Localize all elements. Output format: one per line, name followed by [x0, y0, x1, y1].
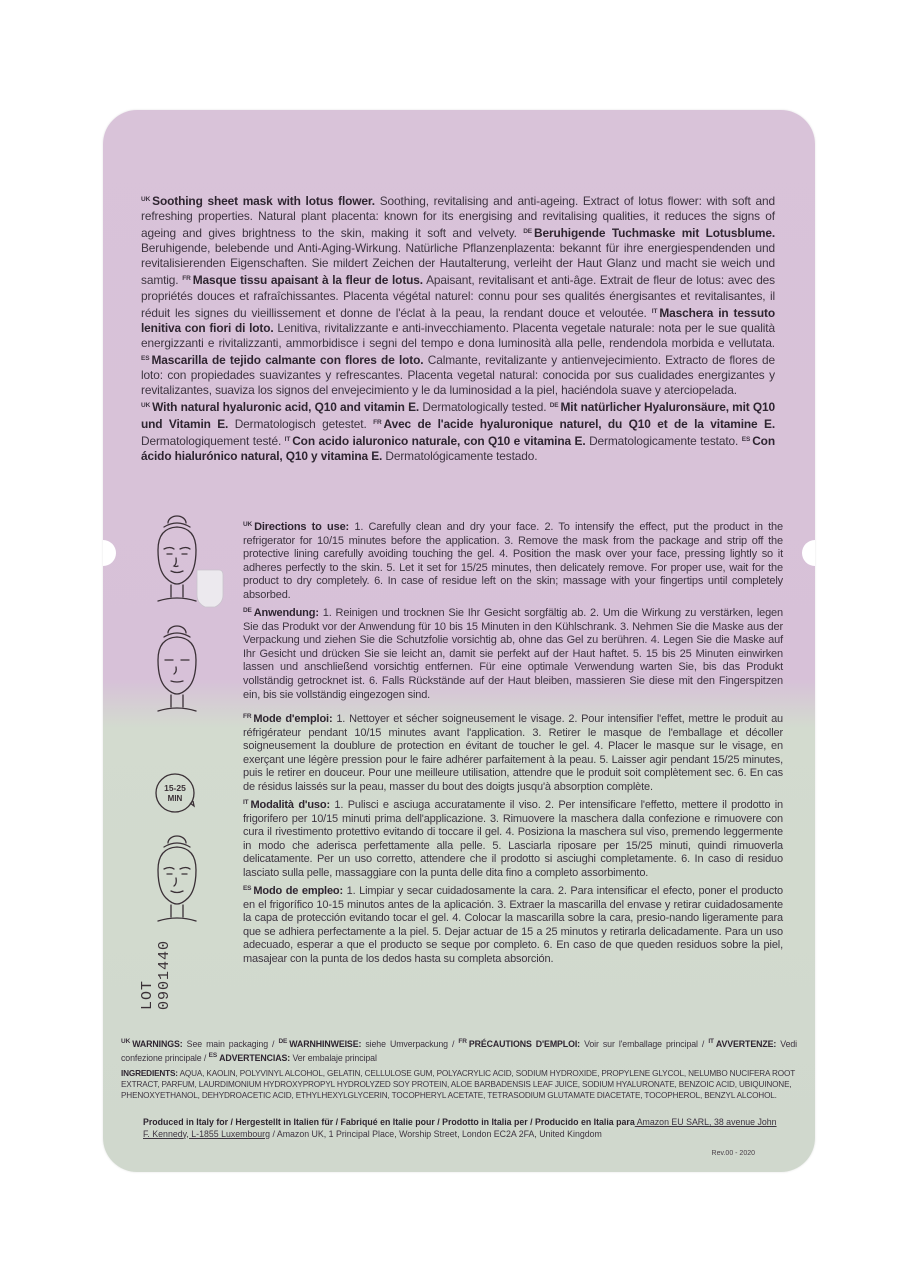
face-clean-icon: [158, 516, 196, 601]
face-apply-icon: [158, 626, 196, 711]
warning-text-it: Vedi confezione principale /: [121, 1039, 798, 1063]
claim-text-es: Dermatológicamente testado.: [382, 449, 538, 464]
text-it: Lenitiva, rivitalizzante e anti-invecchiamento. Placenta vegetale naturale: nota per le sue qualità energizzanti e rivitalizzanti, ammorbidisce i segni del tempo e dona luminosità alla pelle, rendendola morbida e vellutata.: [141, 320, 775, 350]
directions-uk: [243, 518, 783, 603]
ingredients-list: [121, 1068, 797, 1101]
claim-it: Con acido ialuronico naturale, con Q10 e vitamina E.: [292, 434, 586, 449]
text-uk: Soothing, revitalising and anti-ageing. Extract of lotus flower: with soft and refreshing properties. Natural plant placenta: known for its energising and revitalising qualities, it reduces the signs of ageing and gives brightness to the skin, making it soft and velvety.: [141, 194, 775, 241]
warning-title-uk: WARNINGS:: [132, 1039, 183, 1049]
warning-text-es: Ver embalaje principal: [290, 1053, 377, 1063]
claim-text-it: Dermatologicamente testato.: [585, 434, 739, 449]
directions-es: [243, 882, 783, 967]
directions-title-fr: Mode d'emploi:: [253, 713, 333, 725]
warning-title-fr: PRÉCAUTIONS D'EMPLOI:: [468, 1039, 581, 1049]
directions-text-es: 1. Limpiar y secar cuidadosamente la cara. 2. Para intensificar el efecto, poner el producto en el frigorífico 10-15 minutos antes de la aplicación. 3. Extraer la mascarilla del envase y retirar cuidadosamente la capa de protección evitando tocar el gel. 4. Colocar la mascarilla sobre la cara, presio-nando ligeramente para que se adhiera perfectamente a la piel. 5. Dejar actuar de 15 a 25 minutos y retirarla delicadamente. Para un uso adecuado, esperar a que el producto se seque por completo. 6. En caso de que queden residuos sobre la piel, masajear con la punta de los dedos hasta su completa absorción.: [243, 885, 784, 965]
timer-unit: MIN: [167, 794, 183, 803]
lang-tag-es: ES: [741, 436, 751, 444]
uk-address: / Amazon UK, 1 Principal Place, Worship Street, London EC2A 2FA, United Kingdom: [270, 1128, 602, 1139]
title-de: Beruhigende Tuchmaske mit Lotusblume.: [534, 226, 776, 241]
lang-tag-fr: FR: [458, 1038, 467, 1045]
directions-text-it: 1. Pulisci e asciuga accuratamente il viso. 2. Per intensificare l'effetto, mettere il prodotto in frigorifero per 10/15 minuti prima dell'applicazione. 3. Rimuovere la maschera dalla confezione e rimuovere con cura il rivestimento protettivo evitando di toccare il gel. 4. Posiziona la maschera sul viso, premendo leggermente in modo che aderisca perfettamente alla pelle. 5. Lasciarla riposare per 15/25 minuti, quindi rimuoverla delicatamente. Per un uso corretto, attendere che il prodotto si asciughi completamente. 6. In caso di residuo lasciato sulla pelle, massaggiare con la punta delle dita fino a completo assorbimento.: [243, 799, 783, 879]
claim-fr: Avec de l'acide hyaluronique naturel, du Q10 et de la vitamine E.: [383, 417, 776, 432]
claim-es: Con ácido hialurónico natural, Q10 y vitamina E.: [141, 434, 775, 464]
company-address: 38 avenue John F. Kennedy, L-1855 Luxembourg: [143, 1117, 777, 1139]
title-it: Maschera in tessuto lenitiva con fiori di loto.: [141, 305, 775, 335]
directions-title-es: Modo de empleo:: [253, 885, 343, 897]
lang-tag-fr: FR: [243, 713, 252, 720]
directions-fr: [243, 710, 783, 795]
lang-tag-de: DE: [549, 402, 559, 409]
directions-it: [243, 796, 783, 881]
product-description: [141, 192, 775, 398]
directions-text-uk: 1. Carefully clean and dry your face. 2. To intensify the effect, put the product in the refrigerator for 10/15 minutes before the application. 3. Remove the mask from the package and strip off the protective lining carefully avoiding touching the gel. 4. Position the mask over your face, pressing lightly so it adheres perfectly to the skin. 5. Let it set for 15/25 minutes, then delicately remove. For proper use, wait for the product to dry completely. 6. In case of residue left on the skin; massage with your fingertips until completely absorbed.: [243, 521, 783, 601]
warning-title-de: WARNHINWEISE:: [289, 1039, 362, 1049]
lang-tag-it: IT: [708, 1038, 714, 1045]
warning-text-de: siehe Umverpackung /: [361, 1039, 459, 1049]
directions-title-de: Anwendung:: [253, 607, 319, 619]
lang-tag-uk: UK: [121, 1038, 131, 1045]
claim-text-de: Dermatologisch getestet.: [228, 417, 367, 432]
directions-de: [243, 604, 783, 702]
lang-tag-uk: UK: [243, 521, 253, 528]
lang-tag-fr: FR: [373, 419, 382, 427]
warning-title-it: AVVERTENZE:: [715, 1039, 777, 1049]
lang-tag-de: DE: [278, 1038, 288, 1045]
claim-text-fr: Dermatologiquement testé.: [141, 434, 282, 449]
produced-in-label: Produced in Italy for / Hergestellt in Italien für / Fabriqué en Italie pour / Prodotto in Italia per / Producido en Italia para: [143, 1117, 635, 1127]
directions-title-uk: Directions to use:: [254, 521, 350, 533]
manufacturer-info: [143, 1117, 783, 1140]
lang-tag-de: DE: [523, 228, 533, 236]
lang-tag-it: IT: [243, 799, 249, 806]
directions-text-fr: 1. Nettoyer et sécher soigneusement le visage. 2. Pour intensifier l'effet, mettre le produit au réfrigérateur pendant 10/15 minutes avant l'application. 3. Retirer le masque de l'emballage et décoller soigneusement la doublure de protection en évitant de toucher le gel. 4. Placer le masque sur le visage, en exerçant une légère pression pour le faire adhérer parfaitement à la peau. 5. Laisser agir pendant 15/25 minutes, puis le retirer en douceur. Pour une meilleure utilisation, attendre que le produit soit complètement sec. 6. En cas de résidus laissés sur la peau, masser du bout des doigts jusqu'à absorption complète.: [243, 713, 783, 793]
product-claims: [141, 398, 775, 464]
claim-de: Mit natürlicher Hyaluronsäure, mit Q10 und Vitamin E.: [141, 400, 775, 432]
title-uk: Soothing sheet mask with lotus flower.: [152, 194, 375, 208]
lang-tag-es: ES: [208, 1052, 218, 1059]
lang-tag-es: ES: [243, 885, 252, 892]
lang-tag-fr: FR: [182, 275, 191, 283]
lang-tag-uk: UK: [141, 402, 151, 409]
ingredients-label: INGREDIENTS:: [121, 1069, 178, 1078]
lang-tag-es: ES: [141, 354, 150, 362]
company-name: Amazon EU SARL,: [634, 1117, 712, 1127]
revision-code: Rev.00 - 2020: [711, 1150, 755, 1157]
tear-notch-left: [103, 540, 116, 566]
text-es: Calmante, revitalizante y antienvejecimiento. Extracto de flores de loto: con propiedades suavizantes y refrescantes. Placenta vegetal natural: conocida por sus cualidades energizantes y revitalizantes, suaviza los signos del envejecimiento y le da luminosidad a la piel, haciéndola suave y aterciopelada.: [141, 352, 775, 398]
title-fr: Masque tissu apaisant à la fleur de lotus.: [192, 273, 423, 288]
tear-notch-right: [802, 540, 815, 566]
directions-title-it: Modalità d'uso:: [250, 799, 330, 811]
warning-title-es: ADVERTENCIAS:: [219, 1053, 291, 1063]
lang-tag-de: DE: [243, 607, 252, 614]
face-mask-icon: [197, 570, 223, 607]
directions-text-de: 1. Reinigen und trocknen Sie Ihr Gesicht sorgfältig ab. 2. Um die Wirkung zu verstärken, legen Sie das Produkt vor der Anwendung für 10 bis 15 Minuten in den Kühlschrank. 3. Nehmen Sie die Maske aus der Verpackung und ziehen Sie die Schutzfolie vorsichtig ab, ohne das Gel zu berühren. 4. Legen Sie die Maske auf Ihr Gesicht und drücken Sie sie leicht an, damit sie perfekt auf der Haut haftet. 5. 15 bis 25 Minuten einwirken lassen und anschließend vorsichtig entfernen. Für eine optimale Verwendung warten Sie, bis das Produkt vollständig getrocknet ist. 6. Falls Rückstände auf der Haut bleiben, massieren Sie diese mit den Fingerspitzen ein, bis sie vollständig eingezogen sind.: [243, 607, 783, 701]
title-es: Mascarilla de tejido calmante con flores de loto.: [151, 352, 424, 367]
ingredients-text: AQUA, KAOLIN, POLYVINYL ALCOHOL, GELATIN, CELLULOSE GUM, POLYACRYLIC ACID, SODIUM HYDROXIDE, PROPYLENE GLYCOL, NELUMBO NUCIFERA ROOT EXTRACT, PARFUM, LAURDIMONIUM HYDROXYPROPYL HYDROLYZED SOY PROTEIN, ALOE BARBADENSIS LEAF JUICE, SODIUM HYALURONATE, BENZOIC ACID, UBIQUINONE, PHENOXYETHANOL, DEHYDROACETIC ACID, ETHYLHEXYLGLYCERIN, TOCOPHERYL ACETATE, TETRASODIUM GLUTAMATE DIACETATE, TOCOPHEROL, BENZYL ALCOHOL.: [121, 1069, 795, 1101]
claim-uk: With natural hyaluronic acid, Q10 and vitamin E.: [152, 400, 420, 414]
face-remove-icon: [158, 836, 196, 921]
timer-minutes: 15-25: [164, 783, 186, 793]
text-fr: Apaisant, revitalisant et anti-âge. Extrait de fleur de lotus: avec des propriétés douces et rafraîchissantes. Placenta végétal naturel: connu pour ses qualités énergisantes et revitalisantes, il réduit les signes du vieillissement et donne de l'éclat à la peau, la rendant douce et veloutée.: [141, 273, 776, 320]
lang-tag-uk: UK: [141, 196, 151, 203]
timer-icon: [156, 774, 194, 812]
lot-number: LOT 0901440: [139, 939, 173, 1010]
warning-text-fr: Voir sur l'emballage principal /: [580, 1039, 709, 1049]
sachet-back: [103, 110, 815, 1172]
text-de: Beruhigende, belebende und Anti-Aging-Wirkung. Natürliche Pflanzenplazenta: bekannt für ihre energiespendenden und revitalisierenden Eigenschaften. Sie mildert Zeichen der Hautalterung, verleiht der Haut Glanz und macht sie weich und samtig.: [141, 241, 775, 288]
warnings: [121, 1036, 797, 1064]
claim-text-uk: Dermatologically tested.: [419, 400, 547, 414]
warning-text-uk: See main packaging /: [182, 1039, 279, 1049]
lang-tag-it: IT: [284, 436, 291, 444]
lang-tag-it: IT: [651, 307, 658, 315]
